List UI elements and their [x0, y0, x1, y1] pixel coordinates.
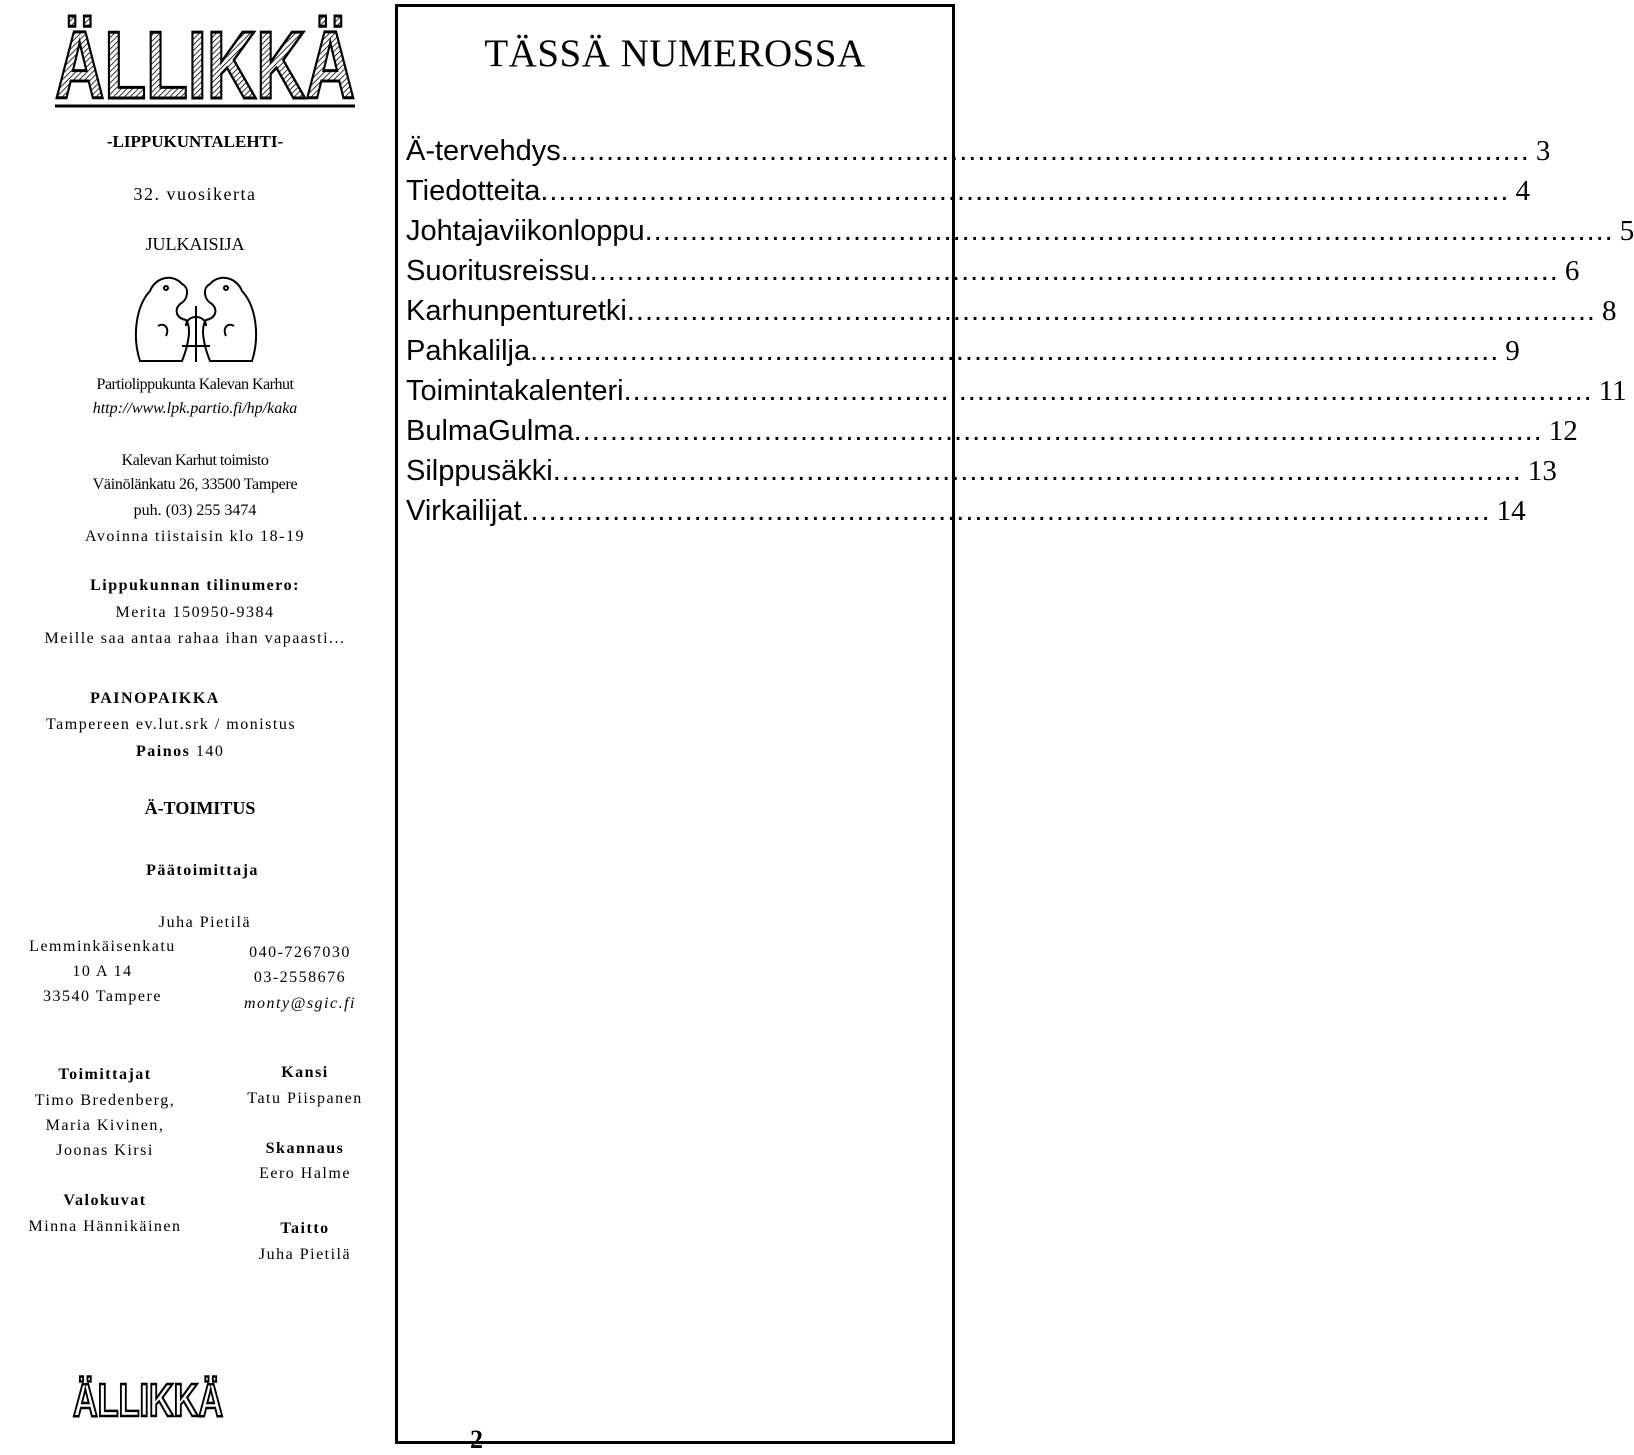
- toc-item-label: Suoritusreissu: [406, 255, 590, 287]
- chief-city: 33540 Tampere: [43, 988, 162, 1005]
- toc-item-page: 11: [1598, 375, 1627, 407]
- office-title: Kalevan Karhut toimisto: [121, 452, 269, 469]
- org-name: Partiolippukunta Kalevan Karhut: [96, 376, 294, 393]
- toc-item[interactable]: [406, 255, 1580, 295]
- toc-item[interactable]: [406, 215, 1634, 255]
- toc-item[interactable]: [406, 135, 1551, 175]
- toc-item[interactable]: [406, 295, 1617, 335]
- svg-text:ÄLLIKKÄ: ÄLLIKKÄ: [55, 12, 355, 119]
- bears-emblem-icon: [130, 266, 262, 366]
- toc-item-label: Tiedotteita: [406, 175, 541, 207]
- editorial-heading: Ä-TOIMITUS: [144, 798, 256, 818]
- edition-count: 140: [195, 743, 225, 760]
- chief-email[interactable]: monty@sgic.fi: [244, 995, 356, 1012]
- chief-heading: Päätoimittaja: [146, 862, 259, 879]
- chief-name: Juha Pietilä: [158, 914, 252, 931]
- toc-item-label: Pahkalilja: [406, 335, 531, 367]
- masthead-column: [0, 0, 395, 1450]
- toc-item-label: Karhunpenturetki: [406, 295, 627, 327]
- toc-item-page: 4: [1515, 175, 1530, 207]
- toc-item[interactable]: [406, 415, 1578, 455]
- edition: [136, 743, 224, 761]
- chief-street: Lemminkäisenkatu: [29, 938, 176, 955]
- toc-item-label: Toimintakalenteri: [406, 375, 624, 407]
- account-heading: Lippukunnan tilinumero:: [90, 577, 300, 594]
- edition-label: Painos: [136, 743, 191, 760]
- toc-box: [395, 4, 1634, 1444]
- layout-name: Juha Pietilä: [258, 1246, 352, 1263]
- toc-list: [406, 135, 1634, 535]
- scan-heading: Skannaus: [265, 1140, 345, 1157]
- photos-heading: Valokuvat: [63, 1192, 147, 1209]
- svg-text:ÄLLIKKÄ: ÄLLIKKÄ: [73, 1374, 223, 1426]
- publisher-heading: JULKAISIJA: [145, 234, 245, 254]
- editors-line2: Maria Kivinen,: [45, 1117, 165, 1134]
- org-url[interactable]: http://www.lpk.partio.fi/hp/kaka: [92, 400, 298, 417]
- toc-item[interactable]: [406, 495, 1526, 535]
- toc-item[interactable]: [406, 455, 1557, 495]
- layout-heading: Taitto: [280, 1220, 330, 1237]
- subtitle: -LIPPUKUNTALEHTI-: [106, 132, 284, 151]
- chief-phone2: 03-2558676: [253, 969, 347, 986]
- account-note: Meille saa antaa rahaa ihan vapaasti...: [44, 630, 346, 647]
- toc-item[interactable]: [406, 175, 1530, 215]
- cover-name: Tatu Piispanen: [247, 1090, 363, 1107]
- account-number: Merita 150950-9384: [115, 604, 275, 621]
- editors-heading: Toimittajat: [58, 1066, 152, 1083]
- print-place: Tampereen ev.lut.srk / monistus: [46, 716, 297, 733]
- volume: 32. vuosikerta: [133, 184, 257, 204]
- toc-item-page: 6: [1564, 255, 1580, 287]
- office-phone: puh. (03) 255 3474: [133, 502, 257, 519]
- toc-item-label: Johtajaviikonloppu: [406, 215, 645, 247]
- page-number: 2: [470, 1425, 483, 1454]
- toc-item-page: 13: [1527, 455, 1557, 487]
- allikka-logo: [45, 6, 365, 119]
- editors-line3: Joonas Kirsi: [56, 1142, 154, 1159]
- toc-item-label: Ä-tervehdys: [406, 135, 561, 167]
- photos-name: Minna Hännikäinen: [28, 1218, 182, 1235]
- scan-name: Eero Halme: [259, 1165, 351, 1182]
- toc-item-label: Virkailijat: [406, 495, 522, 527]
- toc-item-page: 3: [1535, 135, 1551, 167]
- toc-item[interactable]: [406, 335, 1520, 375]
- toc-item-page: 8: [1602, 295, 1617, 327]
- toc-item[interactable]: [406, 375, 1627, 415]
- toc-item-page: 5: [1619, 215, 1634, 247]
- toc-item-page: 9: [1505, 335, 1520, 367]
- toc-item-label: Silppusäkki: [406, 455, 553, 487]
- toc-title: TÄSSÄ NUMEROSSA: [484, 32, 866, 75]
- cover-heading: Kansi: [281, 1064, 329, 1081]
- print-heading: PAINOPAIKKA: [90, 690, 220, 707]
- toc-item-page: 12: [1548, 415, 1578, 447]
- chief-phone1: 040-7267030: [249, 944, 351, 961]
- allikka-footer-logo: [68, 1372, 228, 1424]
- toc-item-page: 14: [1496, 495, 1526, 527]
- editors-line1: Timo Bredenberg,: [34, 1092, 176, 1109]
- chief-street2: 10 A 14: [72, 963, 133, 980]
- office-address: Väinölänkatu 26, 33500 Tampere: [92, 476, 298, 493]
- toc-item-label: BulmaGulma: [406, 415, 574, 447]
- office-hours: Avoinna tiistaisin klo 18-19: [85, 528, 305, 545]
